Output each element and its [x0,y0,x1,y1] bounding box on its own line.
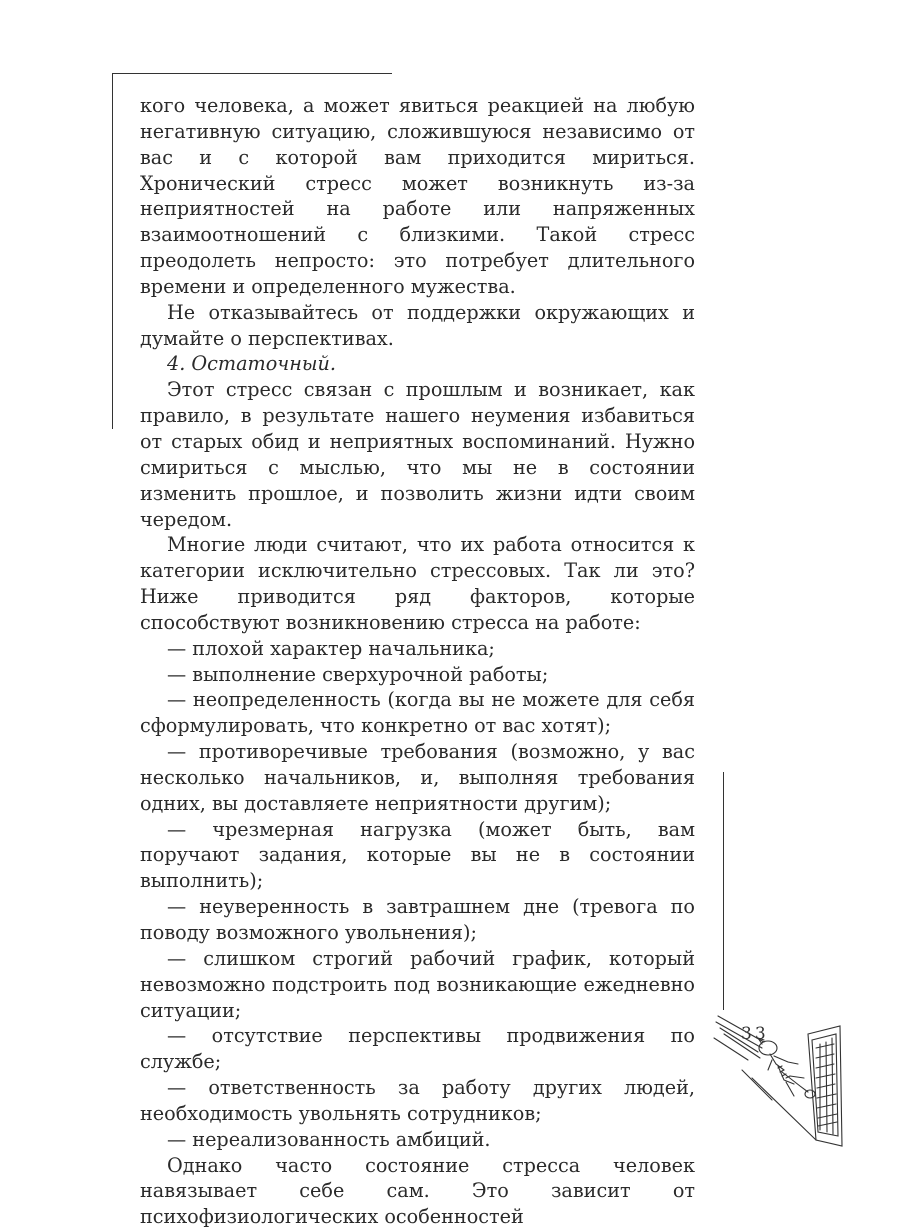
dragged-out-door-illustration [712,1008,847,1158]
list-item: — чрезмерная нагрузка (может быть, вам поручают задания, которые вы не в состоянии выполнить); [140,817,695,893]
list-item: — неопределенность (когда вы не можете для себя сформулировать, что конкретно от вас хотят); [140,688,695,738]
right-rule [723,772,724,1010]
list-item: — плохой характер начальника; [167,636,495,660]
left-rule [112,73,113,429]
list-item: — ответственность за работу других людей, необходимость увольнять сотрудников; [140,1076,695,1125]
list-item: — слишком строгий рабочий график, который невозможно подстроить под возникающие ежедневно ситуации; [140,946,695,1022]
paragraph-residual-stress: Этот стресс связан с прошлым и возникает, как правило, в результате нашего неумения избавиться от старых обид и неприятных воспоминаний. Нужно смириться с мыслью, что мы не в состоянии изменить прошлое, и позволить жизни идти своим чередом. [140,378,695,531]
paragraph-self-imposed-stress: Однако часто состояние стресса человек навязывает себе сам. Это зависит от психофизиологических особенностей [140,1153,695,1229]
page-number: 33 [741,1024,769,1044]
paragraph-chronic-stress-end: кого человека, а может явиться реакцией на любую негативную ситуацию, сложившуюся независимо от вас и с которой вам приходится мириться. Хронический стресс может возникнуть из-за неприятностей на работе или напряженных взаимоотношений с близкими. Такой стресс преодолеть непросто: это потребует длительного времени и определенного мужества. [140,94,695,298]
list-item: — противоречивые требования (возможно, у вас несколько начальников, и, выполняя требования одних, вы доставляете неприятности другим); [140,740,695,815]
subheading-residual-stress: 4. Остаточный. [167,352,336,376]
list-item: — отсутствие перспективы продвижения по службе; [140,1024,695,1074]
list-item: — выполнение сверхурочной работы; [167,662,549,686]
top-rule [112,73,392,74]
list-item: — неуверенность в завтрашнем дне (тревога по поводу возможного увольнения); [140,895,695,944]
paragraph-support-advice: Не отказывайтесь от поддержки окружающих и думайте о перспективах. [140,300,695,350]
list-item: — нереализованность амбиций. [167,1127,491,1151]
paragraph-work-stress-intro: Многие люди считают, что их работа относится к категории исключительно стрессовых. Так ли это? Ниже приводится ряд факторов, которые способствуют возникновению стресса на работе: [140,533,695,634]
body-text [140,93,695,1230]
